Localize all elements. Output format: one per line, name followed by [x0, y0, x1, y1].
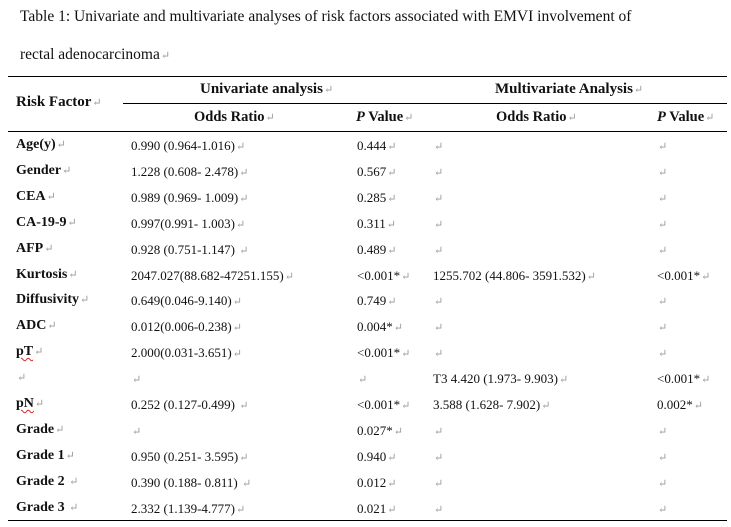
uni-p-value-cell-text: 0.285: [357, 189, 387, 205]
uni-odds-ratio-cell: [131, 449, 248, 465]
uni-odds-ratio-cell-text: 2047.027(88.682-47251.155): [131, 267, 284, 283]
uni-odds-ratio-cell-text: 2.000(0.031-3.651): [131, 345, 232, 361]
multi-p-value-cell: [657, 268, 710, 284]
multi-odds-ratio-cell: [433, 164, 443, 180]
univariate-header: [200, 81, 333, 98]
paragraph-mark-icon: ↵: [567, 112, 577, 124]
paragraph-mark-icon: ↵: [658, 296, 668, 309]
multi-p-value-cell: [657, 164, 667, 180]
uni-odds-ratio-cell: [131, 501, 245, 517]
uni-odds-ratio-cell-text: 0.012(0.006-0.238): [131, 319, 232, 335]
paragraph-mark-icon: ↵: [67, 216, 77, 229]
uni-odds-ratio-cell-text: 0.997(0.991- 1.003): [131, 215, 235, 231]
caption-line-1: Table 1: Univariate and multivariate analyses of risk factors associated with EMVI involvement of: [20, 8, 632, 25]
uni-odds-ratio-cell: [131, 242, 248, 258]
multi-odds-ratio-cell-text: T3 4.420 (1.973- 9.903): [433, 371, 558, 387]
paragraph-mark-icon: ↵: [387, 296, 397, 309]
paragraph-mark-icon: ↵: [586, 270, 596, 283]
uni-p-value-cell: [357, 423, 403, 439]
caption-line-2: [20, 46, 170, 64]
multi-p-value-cell: [657, 475, 667, 491]
uni-p-value-cell-text: <0.001*: [357, 345, 401, 361]
multi-odds-ratio-cell: [433, 242, 443, 258]
uni-odds-ratio-cell: [131, 345, 242, 361]
paragraph-mark-icon: ↵: [401, 348, 411, 361]
paragraph-mark-icon: ↵: [701, 270, 711, 283]
uni-p-value-cell-text: 0.940: [357, 448, 387, 464]
header-bottom-rule: [8, 131, 727, 132]
paragraph-mark-icon: ↵: [239, 244, 249, 257]
paragraph-mark-icon: ↵: [239, 400, 249, 412]
paragraph-mark-icon: ↵: [386, 218, 396, 231]
paragraph-mark-icon: ↵: [558, 374, 569, 387]
uni-p-value-cell: [357, 164, 396, 180]
uni-p-value-cell-text: 0.444: [357, 138, 387, 153]
paragraph-mark-icon: ↵: [434, 451, 444, 464]
multi-p-value-cell: [657, 138, 667, 154]
paragraph-mark-icon: ↵: [232, 322, 242, 335]
multi-p-rest: Value: [665, 109, 705, 125]
uni-p-value-cell-text: 0.004*: [357, 319, 393, 335]
uni-p-value-cell: [357, 190, 396, 206]
paragraph-mark-icon: ↵: [387, 141, 397, 153]
multi-p-value-cell: [657, 501, 667, 517]
paragraph-mark-icon: ↵: [387, 503, 397, 516]
multi-p-value-cell: [657, 319, 667, 335]
paragraph-mark-icon: ↵: [658, 166, 668, 179]
multi-odds-ratio-cell: [433, 371, 568, 387]
uni-p-value-cell-text: <0.001*: [357, 397, 401, 412]
multi-odds-ratio-header: [496, 109, 577, 126]
multivariate-header-text: Multivariate Analysis: [495, 81, 633, 97]
multivariate-header: [495, 81, 643, 98]
paragraph-mark-icon: ↵: [236, 218, 246, 231]
paragraph-mark-icon: ↵: [541, 400, 551, 412]
paragraph-mark-icon: ↵: [387, 192, 397, 205]
paragraph-mark-icon: ↵: [387, 244, 397, 257]
paragraph-mark-icon: ↵: [434, 244, 444, 257]
uni-p-value-cell: [357, 242, 396, 258]
multi-p-value-cell: [657, 397, 703, 413]
risk-factor-cell: [16, 422, 64, 438]
paragraph-mark-icon: ↵: [55, 423, 65, 436]
uni-p-value-cell-text: 0.027*: [357, 422, 393, 438]
multi-odds-ratio-cell: [433, 423, 443, 439]
multi-odds-ratio-cell: [433, 216, 443, 232]
multi-odds-ratio-cell-text: 3.588 (1.628- 7.902): [433, 397, 541, 412]
risk-factor-cell-text: ADC: [16, 318, 47, 334]
uni-odds-ratio-cell-text: 0.989 (0.969- 1.009): [131, 189, 239, 205]
table-top-rule: [8, 76, 727, 77]
multi-odds-ratio-cell: [433, 501, 443, 517]
paragraph-mark-icon: ↵: [69, 475, 79, 488]
paragraph-mark-icon: ↵: [434, 348, 444, 361]
paragraph-mark-icon: ↵: [387, 477, 397, 490]
risk-factor-header-text: Risk Factor: [16, 94, 92, 110]
risk-factor-cell-text: Gender: [16, 162, 62, 178]
multi-odds-ratio-cell-text: 1255.702 (44.806- 3591.532): [433, 267, 586, 283]
paragraph-mark-icon: ↵: [658, 141, 668, 153]
uni-odds-ratio-cell-text: 0.390 (0.188- 0.811): [131, 474, 242, 490]
paragraph-mark-icon: ↵: [401, 270, 411, 283]
multi-p-value-cell-text: <0.001*: [657, 267, 701, 283]
risk-factor-cell: [16, 189, 56, 205]
uni-p-rest: Value: [364, 109, 404, 125]
paragraph-mark-icon: ↵: [236, 503, 246, 516]
multi-odds-ratio-cell: [433, 449, 443, 465]
multi-p-italic: P: [657, 109, 666, 125]
multi-odds-ratio-cell: [433, 345, 443, 361]
paragraph-mark-icon: ↵: [265, 112, 275, 124]
paragraph-mark-icon: ↵: [65, 449, 75, 462]
risk-factor-cell-text: Grade 1: [16, 447, 65, 463]
paragraph-mark-icon: ↵: [284, 270, 294, 283]
uni-p-value-cell: [357, 345, 410, 361]
risk-factor-cell-text: Grade 3: [16, 499, 69, 515]
risk-factor-cell-text: Grade: [16, 421, 55, 437]
multi-p-value-cell: [657, 345, 667, 361]
uni-p-value-cell: [357, 138, 396, 154]
risk-factor-cell-text: Grade 2: [16, 473, 69, 489]
uni-p-value-cell: [357, 293, 396, 309]
uni-odds-ratio-header: [194, 109, 275, 126]
paragraph-mark-icon: ↵: [387, 166, 397, 179]
paragraph-mark-icon: ↵: [132, 374, 142, 387]
multi-odds-ratio-cell: [433, 319, 443, 335]
risk-factor-cell: [16, 267, 78, 283]
risk-factor-cell: [16, 474, 78, 490]
paragraph-mark-icon: ↵: [434, 141, 444, 153]
header-divider-rule: [123, 103, 727, 104]
paragraph-mark-icon: ↵: [693, 400, 703, 412]
uni-odds-ratio-cell: [131, 423, 141, 439]
paragraph-mark-icon: ↵: [239, 451, 249, 464]
paragraph-mark-icon: ↵: [34, 346, 44, 359]
paragraph-mark-icon: ↵: [47, 320, 57, 333]
paragraph-mark-icon: ↵: [69, 501, 79, 514]
multi-odds-ratio-cell: [433, 397, 550, 413]
uni-p-italic: P: [356, 109, 365, 125]
uni-odds-ratio-cell-text: 0.649(0.046-9.140): [131, 293, 232, 309]
uni-odds-ratio-text: Odds Ratio: [194, 109, 265, 125]
paragraph-mark-icon: ↵: [393, 322, 403, 335]
uni-odds-ratio-cell: [131, 293, 242, 309]
paragraph-mark-icon: ↵: [658, 192, 668, 205]
risk-factor-cell-text: AFP: [16, 240, 44, 256]
paragraph-mark-icon: ↵: [658, 244, 668, 257]
risk-factor-cell: [16, 344, 43, 360]
uni-odds-ratio-cell: [131, 475, 251, 491]
uni-p-value-cell: [357, 371, 367, 387]
paragraph-mark-icon: ↵: [358, 374, 368, 387]
paragraph-mark-icon: ↵: [658, 503, 668, 516]
paragraph-mark-icon: ↵: [56, 139, 66, 151]
paragraph-mark-icon: ↵: [705, 112, 715, 124]
paragraph-mark-icon: ↵: [434, 477, 444, 490]
paragraph-mark-icon: ↵: [393, 425, 403, 438]
uni-p-value-cell: [357, 268, 410, 284]
risk-factor-cell: [16, 241, 53, 257]
paragraph-mark-icon: ↵: [92, 97, 102, 109]
multi-p-value-cell: [657, 242, 667, 258]
paragraph-mark-icon: ↵: [62, 164, 72, 177]
risk-factor-cell-text: CA-19-9: [16, 214, 67, 230]
uni-p-value-cell: [357, 475, 396, 491]
multi-p-value-cell-text: 0.002*: [657, 397, 693, 412]
risk-factor-cell: [16, 215, 77, 231]
multi-p-value-header: [657, 109, 714, 126]
caption-line-2-text: rectal adenocarcinoma: [20, 46, 160, 63]
paragraph-mark-icon: ↵: [401, 400, 411, 412]
uni-p-value-cell: [357, 216, 396, 232]
risk-factor-cell-text: pT: [16, 344, 34, 360]
multi-odds-ratio-text: Odds Ratio: [496, 109, 567, 125]
paragraph-mark-icon: ↵: [434, 503, 444, 516]
uni-odds-ratio-cell: [131, 138, 245, 154]
uni-p-value-cell-text: 0.567: [357, 163, 387, 179]
uni-p-value-cell-text: <0.001*: [357, 267, 401, 283]
multi-p-value-cell: [657, 293, 667, 309]
paragraph-mark-icon: ↵: [232, 348, 242, 361]
paragraph-mark-icon: ↵: [434, 166, 444, 179]
paragraph-mark-icon: ↵: [658, 218, 668, 231]
paragraph-mark-icon: ↵: [701, 374, 711, 387]
multi-odds-ratio-cell: [433, 475, 443, 491]
paragraph-mark-icon: ↵: [323, 84, 334, 96]
uni-p-value-cell: [357, 501, 396, 517]
uni-odds-ratio-cell-text: 0.990 (0.964-1.016): [131, 138, 235, 153]
multi-p-value-cell: [657, 449, 667, 465]
risk-factor-header: [16, 94, 102, 111]
paragraph-mark-icon: ↵: [34, 398, 45, 410]
uni-odds-ratio-cell: [131, 216, 245, 232]
risk-factor-cell: [16, 163, 71, 179]
paragraph-mark-icon: ↵: [236, 141, 246, 153]
uni-odds-ratio-cell: [131, 164, 248, 180]
risk-factor-cell: [16, 292, 89, 308]
multi-p-value-cell: [657, 216, 667, 232]
risk-factor-cell: [16, 318, 57, 334]
risk-factor-cell-text: Age(y): [16, 137, 56, 152]
paragraph-mark-icon: ↵: [658, 477, 668, 490]
multi-odds-ratio-cell: [433, 138, 443, 154]
paragraph-mark-icon: ↵: [46, 190, 56, 203]
risk-factor-cell: [16, 137, 66, 153]
paragraph-mark-icon: ↵: [658, 322, 668, 335]
multi-p-value-cell-text: <0.001*: [657, 371, 701, 387]
uni-odds-ratio-cell: [131, 319, 242, 335]
uni-p-value-cell-text: 0.012: [357, 474, 387, 490]
paragraph-mark-icon: ↵: [242, 477, 252, 490]
risk-factor-cell-text: Diffusivity: [16, 292, 79, 308]
paragraph-mark-icon: ↵: [132, 425, 142, 438]
paragraph-mark-icon: ↵: [17, 372, 27, 385]
multi-odds-ratio-cell: [433, 293, 443, 309]
risk-factor-cell: [16, 370, 26, 386]
paragraph-mark-icon: ↵: [232, 296, 242, 309]
paragraph-mark-icon: ↵: [658, 348, 668, 361]
multi-odds-ratio-cell: [433, 268, 596, 284]
paragraph-mark-icon: ↵: [434, 425, 444, 438]
risk-factor-cell: [16, 396, 44, 412]
uni-p-value-cell: [357, 319, 403, 335]
multi-p-value-cell: [657, 371, 710, 387]
uni-odds-ratio-cell: [131, 268, 294, 284]
uni-p-value-cell: [357, 397, 410, 413]
paragraph-mark-icon: ↵: [434, 218, 444, 231]
paragraph-mark-icon: ↵: [239, 192, 249, 205]
risk-factor-cell-text: Kurtosis: [16, 266, 68, 282]
uni-odds-ratio-cell-text: 1.228 (0.608- 2.478): [131, 163, 239, 179]
risk-factor-cell: [16, 448, 75, 464]
uni-p-value-cell-text: 0.489: [357, 241, 387, 257]
paragraph-mark-icon: ↵: [434, 296, 444, 309]
uni-p-value-cell-text: 0.021: [357, 500, 387, 516]
table-bottom-rule: [8, 520, 727, 521]
risk-factor-cell-text: CEA: [16, 188, 46, 204]
paragraph-mark-icon: ↵: [68, 268, 78, 281]
paragraph-mark-icon: ↵: [44, 242, 54, 255]
paragraph-mark-icon: ↵: [658, 451, 668, 464]
uni-odds-ratio-cell: [131, 371, 141, 387]
uni-p-value-cell-text: 0.311: [357, 215, 386, 231]
multi-odds-ratio-cell: [433, 190, 443, 206]
multi-p-value-cell: [657, 423, 667, 439]
risk-factor-cell-text: pN: [16, 396, 34, 411]
uni-p-value-header: [356, 109, 413, 126]
uni-odds-ratio-cell-text: 0.950 (0.251- 3.595): [131, 448, 239, 464]
risk-factor-cell: [16, 500, 78, 516]
paragraph-mark-icon: ↵: [434, 322, 444, 335]
paragraph-mark-icon: ↵: [633, 84, 644, 96]
uni-odds-ratio-cell-text: 0.928 (0.751-1.147): [131, 241, 239, 257]
paragraph-mark-icon: ↵: [404, 112, 414, 124]
paragraph-mark-icon: ↵: [160, 50, 171, 62]
uni-odds-ratio-cell-text: 0.252 (0.127-0.499): [131, 397, 239, 412]
paragraph-mark-icon: ↵: [434, 192, 444, 205]
univariate-header-text: Univariate analysis: [200, 81, 323, 97]
paragraph-mark-icon: ↵: [80, 294, 90, 307]
uni-odds-ratio-cell: [131, 190, 248, 206]
uni-odds-ratio-cell: [131, 397, 248, 413]
paragraph-mark-icon: ↵: [387, 451, 397, 464]
paragraph-mark-icon: ↵: [658, 425, 668, 438]
uni-p-value-cell-text: 0.749: [357, 293, 387, 309]
multi-p-value-cell: [657, 190, 667, 206]
paragraph-mark-icon: ↵: [239, 166, 249, 179]
uni-odds-ratio-cell-text: 2.332 (1.139-4.777): [131, 500, 235, 516]
uni-p-value-cell: [357, 449, 396, 465]
